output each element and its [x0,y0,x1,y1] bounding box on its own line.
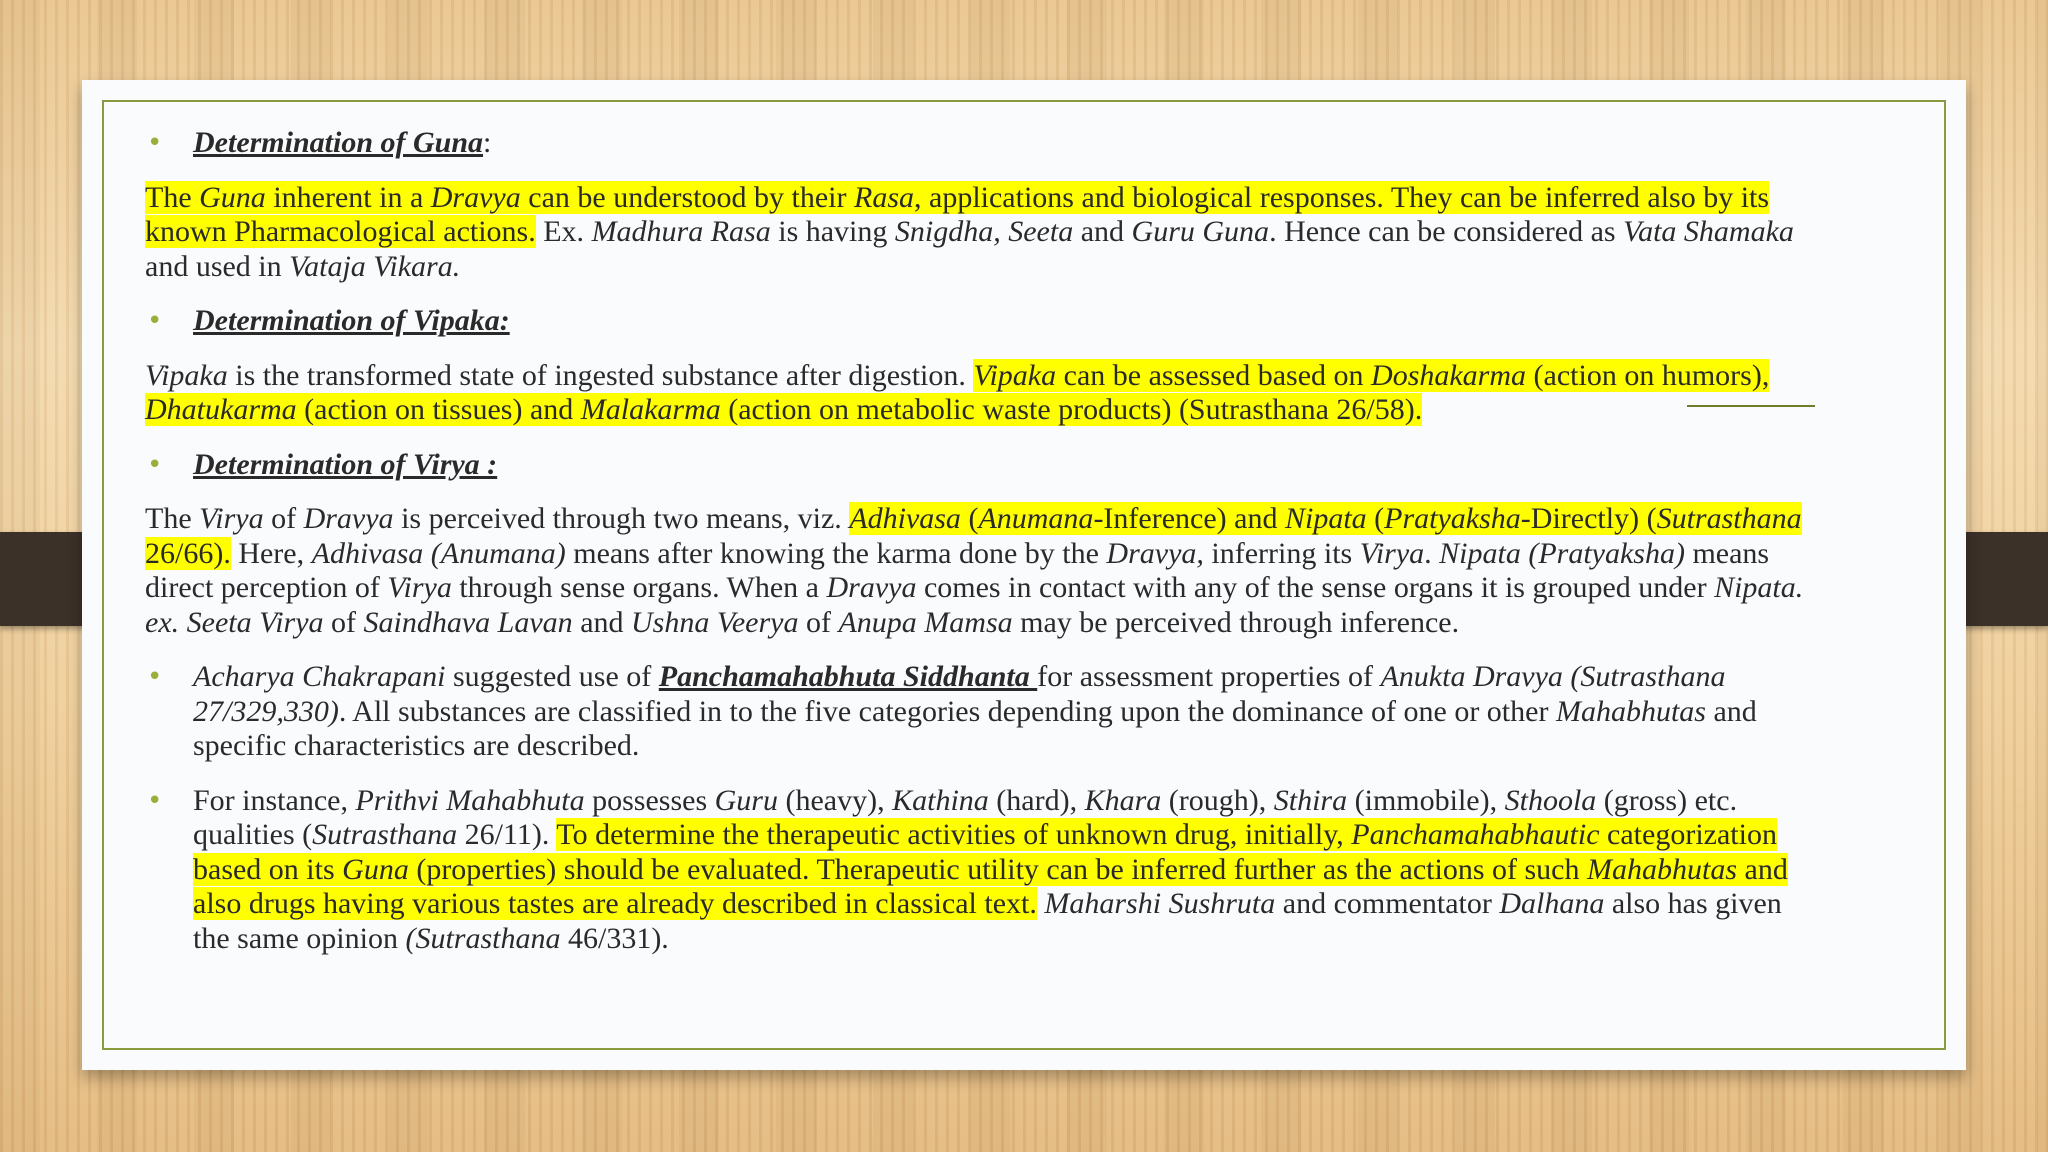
slide-content [145,126,1825,956]
paragraph-vipaka: Vipaka is the transformed state of ingested substance after digestion. Vipaka can be assessed based on Doshakarma (action on humors), Dhatukarma (action on tissues) and Malakarma (action on metabolic waste products) (Sutrasthana 26/58). [145,358,1770,426]
bullet-chakrapani: • Acharya Chakrapani suggested use of Panchamahabhuta Siddhanta for assessment properties of Anukta Dravya (Sutrasthana 27/329,330). All substances are classified in to the five categories depending upon the dominance of one or other Mahabhutas and specific characteristics are described. [147,660,1757,762]
bullet-virya-heading [145,448,1825,483]
bullet-icon: • [147,128,163,158]
heading-vipaka: Determination of Vipaka: [193,304,510,337]
highlight-guna: The Guna inherent in a Dravya can be understood by their Rasa, applications and biological responses. They can be inferred also by its known Pharmacological actions. [145,180,1770,248]
bullet-icon: • [147,662,163,692]
highlight-instance: To determine the therapeutic activities of unknown drug, initially, Panchamahabhautic categorization based on its Guna (properties) should be evaluated. Therapeutic utility can be inferred further as the actions of such Mahabhutas and also drugs having various tastes are already described in classical text. [193,818,1788,920]
bullet-guna-heading: • Determination of Guna: [147,126,492,159]
slide [82,80,1966,1070]
highlight-vipaka: Vipaka can be assessed based on Doshakarma (action on humors), Dhatukarma (action on tissues) and Malakarma (action on metabolic waste products) (Sutrasthana 26/58). [145,358,1770,426]
bullet-vipaka-heading [145,304,1825,339]
siddhanta-term: Panchamahabhuta Siddhanta [658,660,1038,693]
heading-guna: Determination of Guna [193,126,484,159]
bullet-instance: • For instance, Prithvi Mahabhuta possesses Guru (heavy), Kathina (hard), Khara (rough), Sthira (immobile), Sthoola (gross) etc. qualities (Sutrasthana 26/11). To determine the therapeutic activities of unknown drug, initially, Panchamahabhautic categorization based on its Guna (properties) should be evaluated. Therapeutic utility can be inferred further as the actions of such Mahabhutas and also drugs having various tastes are already described in classical text. Maharshi Sushruta and commentator Dalhana also has given the same opinion (Sutrasthana 46/331). [147,783,1788,955]
highlight-virya: Adhivasa (Anumana-Inference) and Nipata (Pratyaksha-Directly) (Sutrasthana 26/66). [145,502,1802,570]
heading-virya: Determination of Virya : [193,447,498,481]
bullet-icon: • [147,449,163,480]
paragraph-guna: The Guna inherent in a Dravya can be understood by their Rasa, applications and biological responses. They can be inferred also by its known Pharmacological actions. Ex. Madhura Rasa is having Snigdha, Seeta and Guru Guna. Hence can be considered as Vata Shamaka and used in Vataja Vikara. [145,180,1794,283]
bullet-icon: • [147,306,163,336]
paragraph-virya: The Virya of Dravya is perceived through two means, viz. Adhivasa (Anumana-Inference) and Nipata (Pratyaksha-Directly) (Sutrasthana 26/66). Here, Adhivasa (Anumana) means after knowing the karma done by the Dravya, inferring its Virya. Nipata (Pratyaksha) means direct perception of Virya through sense organs. When a Dravya comes in contact with any of the sense organs it is grouped under Nipata. ex. Seeta Virya of Saindhava Lavan and Ushna Veerya of Anupa Mamsa may be perceived through inference. [145,502,1804,639]
bullet-icon: • [147,785,163,816]
